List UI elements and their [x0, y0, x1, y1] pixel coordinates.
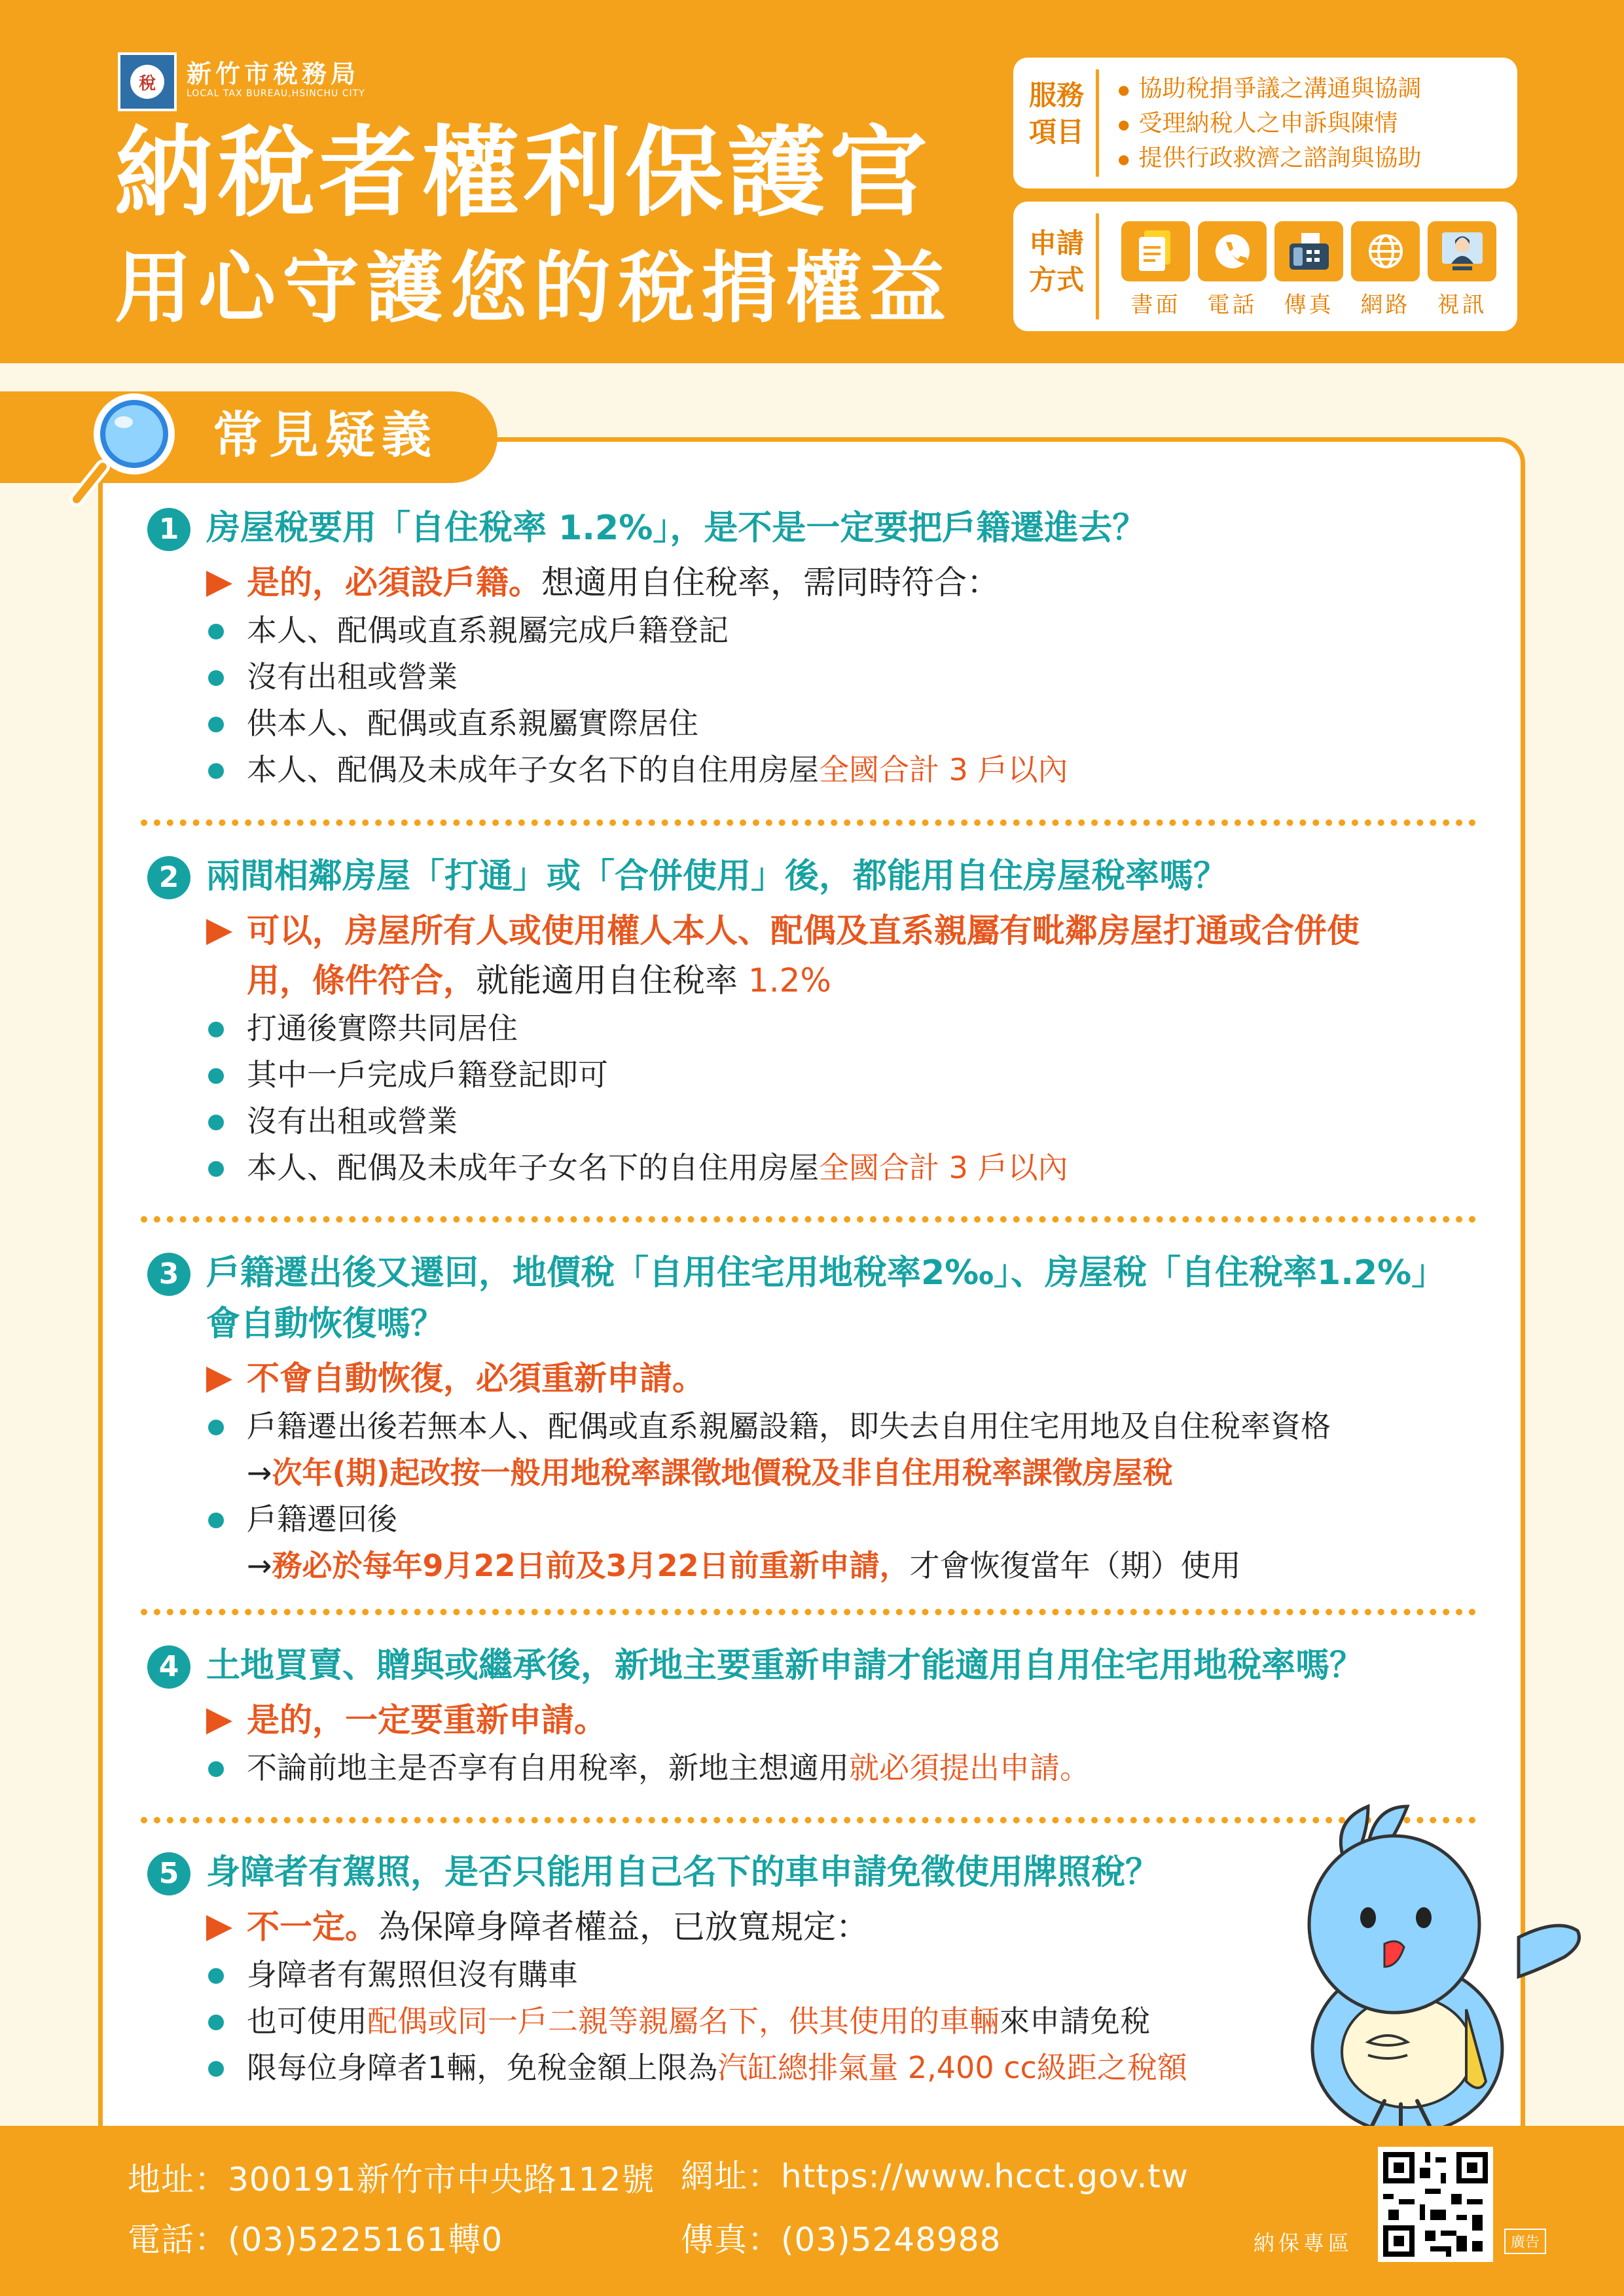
list-item: 其中一戶完成戶籍登記即可	[206, 1052, 1496, 1098]
phone-icon	[1198, 221, 1267, 281]
logo-seal: 稅	[130, 65, 164, 99]
services-box	[1013, 58, 1517, 188]
answer-bullets	[206, 1403, 1496, 1589]
list-item: 打通後實際共同居住	[206, 1005, 1496, 1052]
list-item: 供本人、配偶或直系親屬實際居住	[206, 700, 1496, 747]
list-item: 本人、配偶及未成年子女名下的自住用房屋全國合計 3 戶以內	[206, 1145, 1496, 1191]
list-item: 戶籍遷回後 →務必於每年9月22日前及3月22日前重新申請，才會恢復當年（期）使用	[206, 1496, 1496, 1589]
question-number: 4	[147, 1645, 190, 1689]
footer-website[interactable]: 網址：https://www.hcct.gov.tw	[681, 2157, 1189, 2195]
answer-bullets	[206, 607, 1496, 793]
question-text: 身障者有駕照，是否只能用自己名下的車申請免徵使用牌照稅？	[206, 1853, 1160, 1892]
faq-item-2	[147, 851, 1496, 1191]
faq-item-3	[147, 1247, 1496, 1589]
apply-label: 申請方式	[1028, 227, 1084, 296]
list-item: 戶籍遷出後若無本人、配偶或直系親屬設籍，即失去自用住宅用地及自住稅率資格 →次年(期)起改按一般用地稅率課徵地價稅及非自住用稅率課徵房屋稅	[206, 1403, 1496, 1496]
question-text: 房屋稅要用「自住稅率 1.2%」，是不是一定要把戶籍遷進去？	[206, 509, 1147, 548]
services-list	[1118, 72, 1421, 176]
magnifier-icon	[69, 389, 206, 510]
faq-section-title: 常見疑義	[213, 406, 438, 464]
list-item: 身障者有駕照但沒有購車	[206, 1952, 1496, 1998]
apply-method-written[interactable]: 書面	[1121, 221, 1190, 319]
question-text: 兩間相鄰房屋「打通」或「合併使用」後，都能用自住房屋稅率嗎？	[206, 857, 1228, 896]
answer-bullets	[206, 1005, 1496, 1191]
org-name: 新竹市稅務局	[187, 60, 360, 88]
apply-method-phone[interactable]: 電話	[1198, 221, 1267, 319]
list-item: 不論前地主是否享有自用稅率，新地主想適用就必須提出申請。	[206, 1745, 1496, 1791]
answer-line: 是的，必須設戶籍。想適用自住稅率，需同時符合：	[206, 558, 1496, 607]
ad-badge: 廣告	[1504, 2229, 1546, 2254]
answer-bullets	[206, 1745, 1496, 1791]
faq-item-1	[147, 503, 1496, 793]
page-subtitle: 用心守護您的稅捐權益	[115, 243, 953, 333]
question-number: 2	[147, 856, 190, 899]
fax-icon	[1274, 221, 1343, 281]
divider	[141, 1609, 1476, 1615]
faq-item-4	[147, 1640, 1496, 1791]
list-item: 本人、配偶及未成年子女名下的自住用房屋全國合計 3 戶以內	[206, 747, 1496, 793]
apply-methods-box	[1013, 202, 1517, 331]
service-item: ● 受理納稅人之申訴與陳情	[1118, 107, 1421, 141]
list-item: 限每位身障者1輛，免稅金額上限為汽缸總排氣量 2,400 cc級距之稅額	[206, 2045, 1496, 2091]
footer-fax: 傳真：(03)5248988	[681, 2221, 1001, 2259]
qr-label: 納保專區	[1254, 2231, 1354, 2255]
answer-line: 不會自動恢復，必須重新申請。	[206, 1354, 1496, 1403]
apply-method-online[interactable]: 網路	[1351, 221, 1420, 319]
question-number: 3	[147, 1253, 190, 1296]
question-text: 土地買賣、贈與或繼承後，新地主要重新申請才能適用自用住宅用地稅率嗎？	[206, 1646, 1364, 1685]
tax-bureau-logo	[118, 52, 177, 111]
question-number: 5	[147, 1852, 190, 1895]
footer-phone: 電話：(03)5225161轉0	[128, 2221, 503, 2259]
globe-icon	[1351, 221, 1420, 281]
question-text: 戶籍遷出後又遷回，地價稅「自用住宅用地稅率2‰」、房屋稅「自住稅率1.2%」會自動恢復嗎？	[206, 1253, 1429, 1344]
apply-divider	[1096, 213, 1099, 319]
apply-method-fax[interactable]: 傳真	[1274, 221, 1343, 319]
services-label: 服務項目	[1028, 79, 1084, 148]
apply-methods	[1121, 221, 1496, 319]
question-number: 1	[147, 508, 190, 551]
services-divider	[1096, 69, 1099, 177]
service-item: ● 協助稅捐爭議之溝通與協調	[1118, 72, 1421, 107]
footer-address: 地址：300191新竹市中央路112號	[128, 2161, 655, 2198]
document-icon	[1121, 221, 1190, 281]
page-title: 納稅者權利保護官	[115, 117, 932, 230]
answer-line: 不一定。為保障身障者權益，已放寬規定：	[206, 1902, 1496, 1952]
apply-method-video[interactable]: 視訊	[1428, 221, 1496, 319]
org-name-en: LOCAL TAX BUREAU,HSINCHU CITY	[187, 88, 365, 99]
answer-line: 可以，房屋所有人或使用權人本人、配偶及直系親屬有毗鄰房屋打通或合併使用，條件符合，就能適用自住稅率 1.2%	[206, 906, 1360, 1005]
list-item: 也可使用配偶或同一戶二親等親屬名下，供其使用的車輛來申請免稅	[206, 1998, 1496, 2045]
list-item: 本人、配偶或直系親屬完成戶籍登記	[206, 607, 1496, 654]
bird-mascot-illustration	[1270, 1793, 1597, 2136]
video-call-icon	[1428, 221, 1496, 281]
list-item: 沒有出租或營業	[206, 654, 1496, 700]
divider	[141, 1216, 1476, 1223]
qr-code-icon[interactable]	[1378, 2147, 1493, 2262]
service-item: ● 提供行政救濟之諮詢與協助	[1118, 141, 1421, 176]
divider	[141, 819, 1476, 826]
list-item: 沒有出租或營業	[206, 1098, 1496, 1145]
answer-line: 是的，一定要重新申請。	[206, 1695, 1496, 1745]
